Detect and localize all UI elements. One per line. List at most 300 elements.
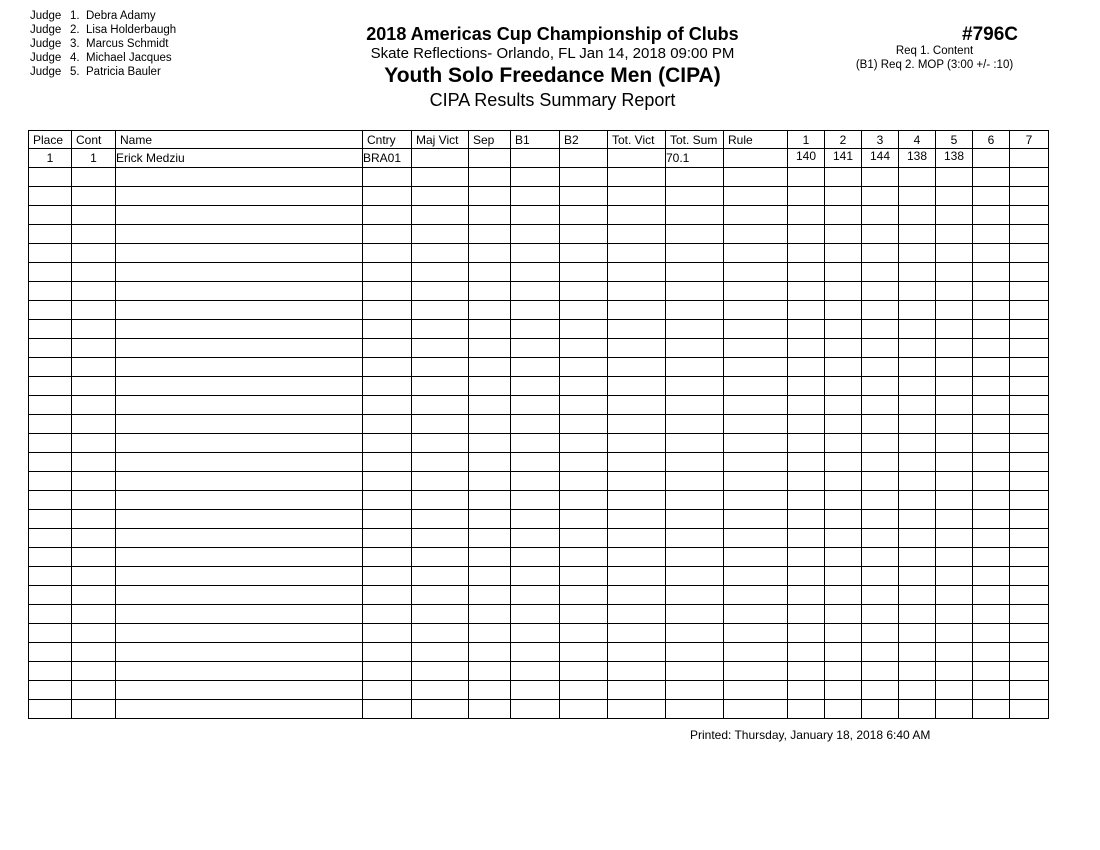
cell-judge-score: [825, 339, 862, 358]
cell-cont: [72, 168, 116, 187]
cell-judge-score: [788, 339, 825, 358]
cell-tot-sum: [666, 206, 724, 225]
printed-date: Printed: Thursday, January 18, 2018 6:40 AM: [690, 728, 931, 742]
column-header: 3: [862, 131, 899, 149]
cell-judge-score: [899, 510, 936, 529]
cell-judge-score: [788, 643, 825, 662]
cell-judge-score: [788, 491, 825, 510]
cell-judge-score: [788, 415, 825, 434]
cell-place: [29, 244, 72, 263]
table-row: [29, 548, 1049, 567]
cell-tot-sum: [666, 681, 724, 700]
cell-judge-score: [788, 605, 825, 624]
cell-judge-score: [973, 225, 1010, 244]
cell-judge-score: [825, 453, 862, 472]
column-header: Place: [29, 131, 72, 149]
cell-judge-score: [788, 453, 825, 472]
cell-tot-vict: [608, 244, 666, 263]
cell-place: [29, 491, 72, 510]
cell-judge-score: [899, 681, 936, 700]
cell-judge-score: [973, 168, 1010, 187]
cell-b2: [560, 491, 608, 510]
cell-cntry: [363, 586, 412, 605]
judge-list: [30, 9, 176, 79]
cell-cont: [72, 586, 116, 605]
cell-sep: [469, 681, 511, 700]
cell-rule: [724, 282, 788, 301]
cell-cont: [72, 377, 116, 396]
cell-place: [29, 548, 72, 567]
cell-b2: [560, 472, 608, 491]
cell-b2: [560, 320, 608, 339]
cell-place: [29, 206, 72, 225]
cell-cntry: [363, 434, 412, 453]
cell-judge-score: [788, 320, 825, 339]
cell-tot-sum: [666, 339, 724, 358]
cell-b1: [511, 396, 560, 415]
cell-judge-score: [936, 358, 973, 377]
cell-tot-sum: [666, 377, 724, 396]
cell-tot-vict: [608, 510, 666, 529]
cell-judge-score: [936, 586, 973, 605]
cell-cont: [72, 681, 116, 700]
cell-judge-score: [899, 301, 936, 320]
cell-rule: [724, 301, 788, 320]
cell-tot-sum: [666, 282, 724, 301]
column-header: Cntry: [363, 131, 412, 149]
cell-sep: [469, 567, 511, 586]
cell-cont: 1: [72, 149, 116, 168]
cell-judge-score: [936, 225, 973, 244]
cell-b1: [511, 206, 560, 225]
cell-tot-vict: [608, 320, 666, 339]
cell-judge-score: [1010, 643, 1049, 662]
cell-judge-score: [1010, 491, 1049, 510]
judge-row: [30, 9, 176, 23]
table-row: [29, 643, 1049, 662]
cell-judge-score: [788, 472, 825, 491]
cell-b2: [560, 149, 608, 168]
cell-judge-score: [1010, 339, 1049, 358]
cell-cntry: [363, 681, 412, 700]
cell-b1: [511, 282, 560, 301]
cell-tot-sum: [666, 472, 724, 491]
cell-judge-score: [1010, 662, 1049, 681]
cell-name: [116, 605, 363, 624]
cell-b2: [560, 396, 608, 415]
judge-label: Judge: [30, 52, 62, 64]
cell-b2: [560, 263, 608, 282]
cell-cont: [72, 301, 116, 320]
cell-b1: [511, 662, 560, 681]
cell-tot-sum: [666, 700, 724, 719]
cell-rule: [724, 453, 788, 472]
cell-judge-score: [788, 548, 825, 567]
cell-judge-score: [936, 529, 973, 548]
cell-maj-vict: [412, 548, 469, 567]
cell-cntry: [363, 187, 412, 206]
cell-judge-score: [973, 187, 1010, 206]
cell-rule: [724, 396, 788, 415]
cell-judge-score: [899, 700, 936, 719]
judge-number: 2.: [70, 24, 80, 36]
cell-b1: [511, 339, 560, 358]
cell-judge-score: [788, 225, 825, 244]
column-header: 5: [936, 131, 973, 149]
cell-b1: [511, 529, 560, 548]
cell-judge-score: [936, 415, 973, 434]
cell-b1: [511, 301, 560, 320]
requirement-2: (B1) Req 2. MOP (3:00 +/- :10): [855, 59, 1014, 71]
cell-b1: [511, 472, 560, 491]
cell-judge-score: [862, 320, 899, 339]
cell-b2: [560, 567, 608, 586]
cell-judge-score: [899, 225, 936, 244]
cell-name: [116, 586, 363, 605]
cell-judge-score: [973, 472, 1010, 491]
column-header: Tot. Vict: [608, 131, 666, 149]
cell-judge-score: [899, 187, 936, 206]
cell-b2: [560, 225, 608, 244]
table-row: [29, 415, 1049, 434]
cell-judge-score: [936, 567, 973, 586]
cell-b2: [560, 244, 608, 263]
cell-sep: [469, 377, 511, 396]
cell-judge-score: [862, 605, 899, 624]
cell-sep: [469, 263, 511, 282]
cell-sep: [469, 643, 511, 662]
cell-cntry: [363, 282, 412, 301]
cell-name: [116, 206, 363, 225]
cell-name: [116, 491, 363, 510]
cell-judge-score: [825, 225, 862, 244]
cell-judge-score: [788, 662, 825, 681]
cell-judge-score: [973, 548, 1010, 567]
cell-cntry: [363, 491, 412, 510]
cell-place: [29, 225, 72, 244]
cell-tot-vict: [608, 263, 666, 282]
table-row: [29, 434, 1049, 453]
cell-sep: [469, 529, 511, 548]
cell-rule: [724, 434, 788, 453]
cell-tot-sum: [666, 548, 724, 567]
cell-b2: [560, 415, 608, 434]
table-row: [29, 624, 1049, 643]
cell-judge-score: [825, 358, 862, 377]
cell-sep: [469, 453, 511, 472]
cell-judge-score: [973, 681, 1010, 700]
cell-judge-score: 138: [936, 149, 973, 168]
report-title: CIPA Results Summary Report: [429, 90, 676, 110]
judge-row: [30, 23, 176, 37]
cell-tot-vict: [608, 567, 666, 586]
cell-tot-vict: [608, 434, 666, 453]
cell-place: [29, 358, 72, 377]
results-body: [29, 149, 1049, 719]
judge-row: [30, 51, 176, 65]
cell-judge-score: [899, 491, 936, 510]
judge-row: [30, 37, 176, 51]
cell-judge-score: [1010, 206, 1049, 225]
column-header: 6: [973, 131, 1010, 149]
cell-judge-score: [788, 168, 825, 187]
cell-sep: [469, 187, 511, 206]
cell-maj-vict: [412, 358, 469, 377]
cell-b2: [560, 358, 608, 377]
cell-judge-score: [899, 548, 936, 567]
cell-place: [29, 643, 72, 662]
cell-tot-vict: [608, 282, 666, 301]
cell-place: [29, 472, 72, 491]
cell-b2: [560, 548, 608, 567]
cell-rule: [724, 643, 788, 662]
cell-name: [116, 396, 363, 415]
cell-maj-vict: [412, 320, 469, 339]
cell-b2: [560, 586, 608, 605]
cell-name: [116, 434, 363, 453]
cell-judge-score: [899, 434, 936, 453]
cell-sep: [469, 415, 511, 434]
cell-place: [29, 187, 72, 206]
cell-tot-vict: [608, 548, 666, 567]
requirement-1: Req 1. Content: [895, 45, 974, 57]
cell-judge-score: [825, 434, 862, 453]
cell-judge-score: [862, 225, 899, 244]
cell-b1: [511, 510, 560, 529]
header-row: [29, 131, 1049, 149]
cell-tot-vict: [608, 624, 666, 643]
cell-place: [29, 282, 72, 301]
cell-b2: [560, 282, 608, 301]
cell-tot-vict: [608, 168, 666, 187]
column-header: 1: [788, 131, 825, 149]
column-header: Cont: [72, 131, 116, 149]
cell-judge-score: [1010, 244, 1049, 263]
cell-judge-score: [1010, 415, 1049, 434]
cell-b2: [560, 643, 608, 662]
cell-tot-vict: [608, 529, 666, 548]
table-row: [29, 491, 1049, 510]
cell-judge-score: [899, 624, 936, 643]
cell-judge-score: [825, 529, 862, 548]
judge-name: Patricia Bauler: [86, 66, 161, 78]
cell-place: [29, 605, 72, 624]
cell-judge-score: [899, 377, 936, 396]
cell-rule: [724, 605, 788, 624]
cell-judge-score: [788, 282, 825, 301]
cell-maj-vict: [412, 149, 469, 168]
cell-sep: [469, 434, 511, 453]
cell-cont: [72, 605, 116, 624]
cell-cntry: [363, 510, 412, 529]
column-header: Sep: [469, 131, 511, 149]
cell-cont: [72, 206, 116, 225]
cell-judge-score: [862, 377, 899, 396]
cell-judge-score: [899, 168, 936, 187]
cell-maj-vict: [412, 662, 469, 681]
cell-rule: [724, 149, 788, 168]
cell-maj-vict: [412, 681, 469, 700]
cell-place: [29, 434, 72, 453]
cell-judge-score: [825, 643, 862, 662]
cell-judge-score: [788, 358, 825, 377]
cell-judge-score: [899, 643, 936, 662]
cell-judge-score: [973, 396, 1010, 415]
cell-judge-score: [1010, 358, 1049, 377]
cell-maj-vict: [412, 510, 469, 529]
cell-judge-score: [936, 681, 973, 700]
cell-maj-vict: [412, 472, 469, 491]
cell-judge-score: [1010, 377, 1049, 396]
cell-judge-score: [899, 567, 936, 586]
judge-number: 4.: [70, 52, 80, 64]
table-row: [29, 472, 1049, 491]
cell-place: [29, 700, 72, 719]
cell-judge-score: [862, 510, 899, 529]
column-header: Tot. Sum: [666, 131, 724, 149]
cell-judge-score: [862, 339, 899, 358]
cell-maj-vict: [412, 244, 469, 263]
table-row: [29, 529, 1049, 548]
cell-name: [116, 472, 363, 491]
column-header: Name: [116, 131, 363, 149]
cell-judge-score: [1010, 586, 1049, 605]
table-row: [29, 681, 1049, 700]
cell-place: [29, 263, 72, 282]
cell-judge-score: [973, 377, 1010, 396]
cell-tot-sum: [666, 662, 724, 681]
cell-judge-score: [899, 529, 936, 548]
cell-tot-sum: [666, 263, 724, 282]
cell-judge-score: [825, 472, 862, 491]
cell-judge-score: [862, 244, 899, 263]
cell-rule: [724, 529, 788, 548]
cell-maj-vict: [412, 605, 469, 624]
cell-judge-score: [788, 301, 825, 320]
cell-b1: [511, 624, 560, 643]
cell-judge-score: [936, 339, 973, 358]
cell-cont: [72, 225, 116, 244]
cell-judge-score: 141: [825, 149, 862, 168]
cell-tot-vict: [608, 453, 666, 472]
cell-judge-score: [862, 529, 899, 548]
column-header: Maj Vict: [412, 131, 469, 149]
cell-sep: [469, 339, 511, 358]
cell-name: [116, 168, 363, 187]
cell-name: [116, 415, 363, 434]
cell-judge-score: [788, 529, 825, 548]
cell-maj-vict: [412, 282, 469, 301]
cell-sep: [469, 301, 511, 320]
cell-judge-score: [936, 187, 973, 206]
judge-name: Debra Adamy: [86, 10, 156, 22]
cell-judge-score: [899, 206, 936, 225]
cell-judge-score: [1010, 605, 1049, 624]
cell-judge-score: [973, 301, 1010, 320]
cell-tot-sum: [666, 187, 724, 206]
column-header: 4: [899, 131, 936, 149]
cell-b1: [511, 586, 560, 605]
cell-name: [116, 548, 363, 567]
cell-cntry: [363, 358, 412, 377]
cell-tot-vict: [608, 358, 666, 377]
cell-cont: [72, 700, 116, 719]
cell-place: 1: [29, 149, 72, 168]
cell-place: [29, 662, 72, 681]
cell-judge-score: [862, 396, 899, 415]
cell-place: [29, 681, 72, 700]
cell-cont: [72, 263, 116, 282]
cell-maj-vict: [412, 700, 469, 719]
table-row: [29, 662, 1049, 681]
cell-judge-score: [862, 263, 899, 282]
cell-judge-score: [788, 700, 825, 719]
column-header: B2: [560, 131, 608, 149]
cell-judge-score: [936, 624, 973, 643]
cell-judge-score: [1010, 225, 1049, 244]
cell-rule: [724, 681, 788, 700]
judge-label: Judge: [30, 10, 62, 22]
cell-judge-score: [973, 586, 1010, 605]
judge-name: Marcus Schmidt: [86, 38, 169, 50]
cell-rule: [724, 415, 788, 434]
cell-judge-score: [825, 415, 862, 434]
judge-label: Judge: [30, 24, 62, 36]
cell-name: [116, 263, 363, 282]
cell-b2: [560, 529, 608, 548]
cell-judge-score: [1010, 434, 1049, 453]
cell-cntry: [363, 548, 412, 567]
cell-name: [116, 244, 363, 263]
cell-tot-sum: [666, 529, 724, 548]
cell-cntry: [363, 700, 412, 719]
cell-sep: [469, 282, 511, 301]
cell-tot-vict: [608, 377, 666, 396]
cell-judge-score: [899, 320, 936, 339]
cell-judge-score: [825, 605, 862, 624]
cell-judge-score: [862, 453, 899, 472]
cell-rule: [724, 168, 788, 187]
cell-judge-score: [899, 263, 936, 282]
cell-cntry: [363, 206, 412, 225]
cell-cntry: [363, 605, 412, 624]
cell-judge-score: [973, 263, 1010, 282]
event-title: 2018 Americas Cup Championship of Clubs: [366, 24, 739, 44]
cell-judge-score: [973, 339, 1010, 358]
cell-name: [116, 225, 363, 244]
cell-rule: [724, 548, 788, 567]
cell-judge-score: [899, 282, 936, 301]
cell-rule: [724, 472, 788, 491]
cell-cont: [72, 187, 116, 206]
cell-judge-score: [1010, 624, 1049, 643]
cell-b2: [560, 662, 608, 681]
cell-judge-score: [899, 396, 936, 415]
table-row: [29, 339, 1049, 358]
cell-judge-score: [899, 453, 936, 472]
cell-b1: [511, 567, 560, 586]
cell-judge-score: [1010, 149, 1049, 168]
cell-rule: [724, 244, 788, 263]
cell-cont: [72, 244, 116, 263]
cell-b2: [560, 453, 608, 472]
cell-judge-score: 138: [899, 149, 936, 168]
competition-title: Youth Solo Freedance Men (CIPA): [384, 64, 721, 87]
cell-cntry: [363, 377, 412, 396]
column-header: 2: [825, 131, 862, 149]
table-row: [29, 206, 1049, 225]
cell-maj-vict: [412, 586, 469, 605]
